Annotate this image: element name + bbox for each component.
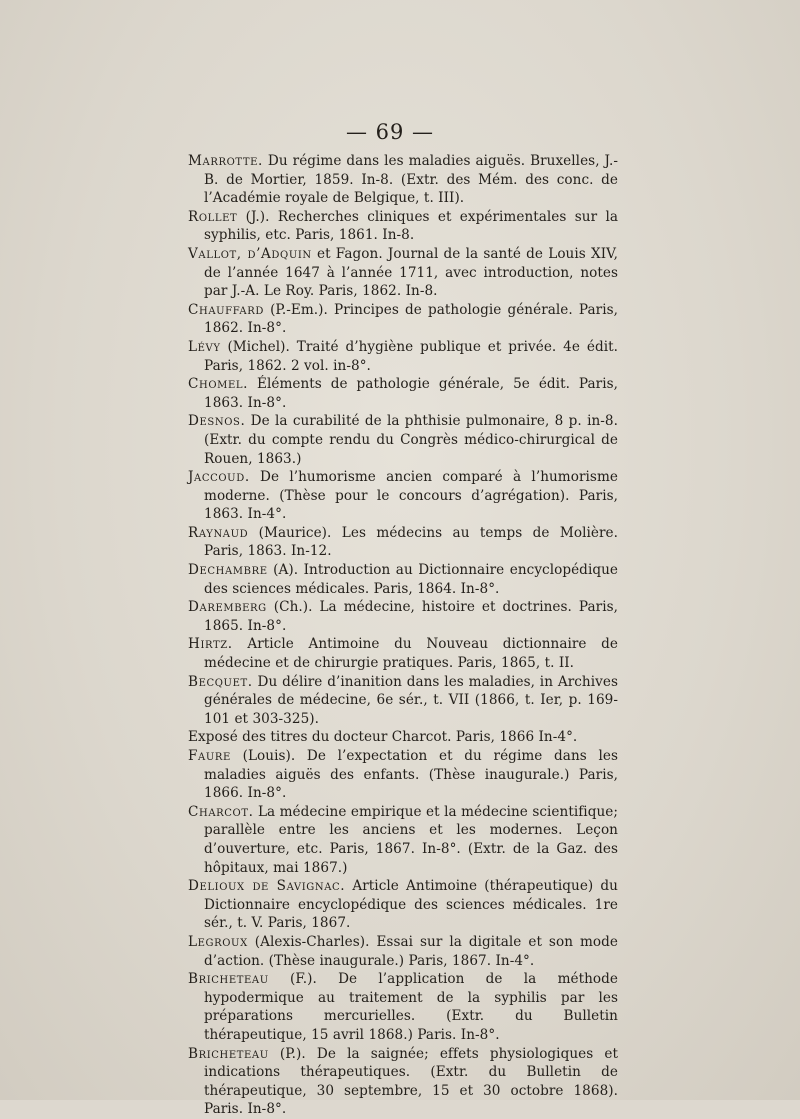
bibliography-entry <box>188 747 618 803</box>
entry-author: Faure <box>188 748 231 764</box>
entry-text: Article Antimoine (thérapeutique) du Dictionnaire encyclopédique des sciences médicales. 1re sér., t. V. Paris, 1867. <box>204 878 618 932</box>
entry-text: (P.-Em.). Principes de pathologie générale. Paris, 1862. In-8°. <box>204 301 618 337</box>
bibliography-entry <box>188 970 618 1044</box>
entry-text: (Alexis-Charles). Essai sur la digitale et son mode d’action. (Thèse inaugurale.) Paris, 1867. In-4°. <box>204 933 618 969</box>
entry-text: Du régime dans les maladies aiguës. Bruxelles, J.-B. de Mortier, 1859. In-8. (Extr. des Mém. des conc. de l’Académie royale de Belgique, t. III). <box>204 153 618 207</box>
entry-author: Legroux <box>188 933 248 950</box>
entry-text: (Michel). Traité d’hygiène publique et privée. 4e édit. Paris, 1862. 2 vol. in-8°. <box>204 338 618 374</box>
bibliography-entry <box>188 245 618 301</box>
entry-text: (J.). Recherches cliniques et expérimentales sur la syphilis, etc. Paris, 1861. In-8. <box>204 208 618 244</box>
entry-author: Jaccoud. <box>188 469 250 486</box>
entry-author: Marrotte. <box>188 153 263 169</box>
bibliography-entry <box>188 561 618 598</box>
entry-text: Éléments de pathologie générale, 5e édit. Paris, 1863. In-8°. <box>204 376 618 411</box>
entry-text: (F.). De l’application de la méthode hypodermique au traitement de la syphilis par les préparations mercurielles. (Extr. du Bulletin thérapeutique, 15 avril 1868.) Paris. In-8°. <box>204 971 618 1043</box>
bibliography-entry <box>188 673 618 729</box>
bibliography-entry <box>188 338 618 375</box>
entry-author: Dechambre <box>188 562 268 579</box>
bibliography-entry <box>188 301 618 338</box>
bibliography-entry <box>188 412 618 468</box>
page-number: — 69 — <box>345 120 435 144</box>
bibliography-entry <box>188 877 618 933</box>
bibliography-entry <box>188 152 618 208</box>
entry-text: (Louis). De l’expectation et du régime dans les maladies aiguës des enfants. (Thèse inaugurale.) Paris, 1866. In-8°. <box>204 748 618 802</box>
entry-author: Chomel. <box>188 376 249 393</box>
entry-text: De l’humorisme ancien comparé à l’humorisme moderne. (Thèse pour le concours d’agrégation). Paris, 1863. In-4°. <box>204 469 618 523</box>
entry-text: (Maurice). Les médecins au temps de Molière. Paris, 1863. In-12. <box>204 524 618 560</box>
entry-author: Lévy <box>188 338 221 355</box>
bibliography-entry <box>188 635 618 672</box>
bibliography-entry <box>188 375 618 412</box>
bibliography-list <box>188 152 618 1119</box>
entry-text: La médecine empirique et la médecine scientifique; parallèle entre les anciens et les modernes. Leçon d’ouverture, etc. Paris, 1867. In-8°. (Extr. de la Gaz. des hôpitaux, mai 1867.) <box>204 803 618 876</box>
entry-text: De la curabilité de la phthisie pulmonaire, 8 p. in-8. (Extr. du compte rendu du Congrès médico-chirurgical de Rouen, 1863.) <box>204 413 618 467</box>
entry-text: Exposé des titres du docteur Charcot. Paris, 1866 In-4°. <box>188 729 578 746</box>
entry-author: Raynaud <box>188 524 249 541</box>
entry-text: (Ch.). La médecine, histoire et doctrines. Paris, 1865. In-8°. <box>204 599 618 634</box>
bibliography-entry <box>188 728 618 747</box>
entry-author: Chauffard <box>188 301 264 318</box>
entry-text: (A). Introduction au Dictionnaire encyclopédique des sciences médicales. Paris, 1864. In-8°. <box>204 562 618 597</box>
entry-text: Article Antimoine du Nouveau dictionnaire de médecine et de chirurgie pratiques. Paris, 1865, t. II. <box>204 636 618 672</box>
entry-author: Charcot. <box>188 803 254 820</box>
entry-author: Desnos. <box>188 413 246 430</box>
bibliography-entry <box>188 803 618 877</box>
entry-author: Becquet. <box>188 673 253 690</box>
entry-author: Bricheteau <box>188 971 269 988</box>
bibliography-entry <box>188 208 618 245</box>
entry-text: (P.). De la saignée; effets physiologiques et indications thérapeutiques. (Extr. du Bulletin de thérapeutique, 30 septembre, 15 et 30 octobre 1868). Paris. In-8°. <box>204 1045 618 1118</box>
entry-text: et Fagon. Journal de la santé de Louis XIV, de l’année 1647 à l’année 1711, avec introduction, notes par J.-A. Le Roy. Paris, 1862. In-8. <box>204 245 618 300</box>
entry-author: Rollet <box>188 208 238 225</box>
bibliography-entry <box>188 598 618 635</box>
entry-text: Du délire d’inanition dans les maladies, in Archives générales de médecine, 6e sér., t. VII (1866, t. Ier, p. 169-101 et 303-325). <box>204 673 618 727</box>
entry-author: Hirtz. <box>188 636 233 653</box>
entry-author: Daremberg <box>188 599 267 616</box>
entry-author: Bricheteau <box>188 1045 269 1062</box>
entry-author: Vallot, d’Adquin <box>188 245 312 262</box>
bibliography-entry <box>188 524 618 561</box>
bibliography-entry <box>188 1045 618 1119</box>
entry-author: Delioux de Savignac. <box>188 878 346 895</box>
bibliography-entry <box>188 933 618 970</box>
bibliography-entry <box>188 468 618 524</box>
